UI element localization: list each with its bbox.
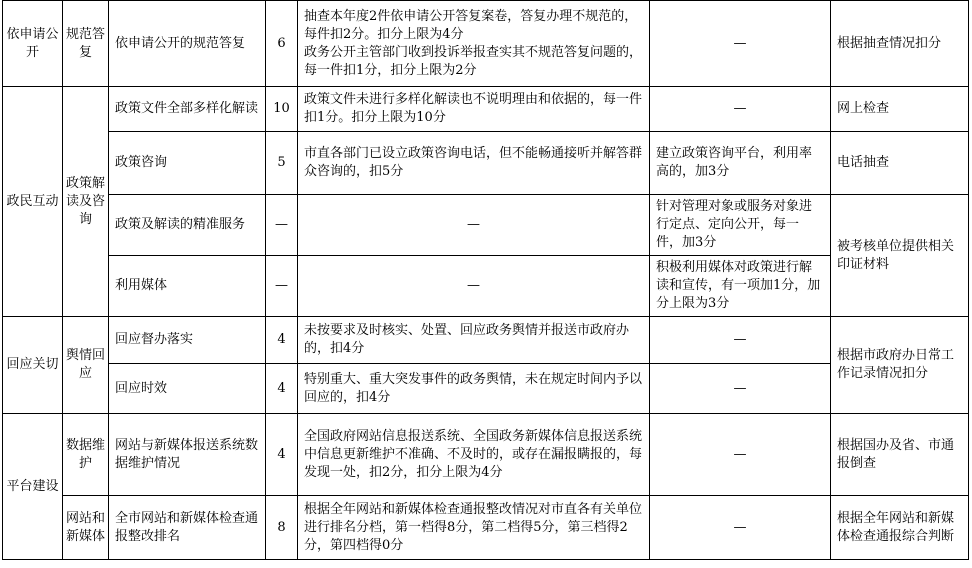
method-cell: 根据抽查情况扣分 (831, 1, 969, 87)
deduct-cell: — (298, 256, 650, 317)
bonus-cell: — (650, 414, 831, 496)
deduct-cell: 抽查本年度2件依申请公开答复案卷，答复办理不规范的，每件扣2分。扣分上限为4分 政务公开主管部门收到投诉举报查实其不规范答复问题的，每一件扣1分，扣分上限为2分 (298, 1, 650, 87)
bonus-cell: — (650, 1, 831, 87)
bonus-cell: 针对管理对象或服务对象进行定点、定向公开，每一件，加3分 (650, 195, 831, 256)
subcategory-cell: 规范答复 (63, 1, 109, 87)
item-cell: 依申请公开的规范答复 (109, 1, 266, 87)
bonus-cell: 积极利用媒体对政策进行解读和宣传，有一项加1分，加分上限为3分 (650, 256, 831, 317)
table-row (3, 256, 969, 317)
item-cell: 政策及解读的精准服务 (109, 195, 266, 256)
deduct-cell: 政策文件未进行多样化解读也不说明理由和依据的，每一件扣1分。扣分上限为10分 (298, 87, 650, 132)
method-cell: 根据市政府办日常工作记录情况扣分 (831, 317, 969, 414)
score-cell: 4 (266, 317, 298, 364)
item-cell: 政策文件全部多样化解读 (109, 87, 266, 132)
deduct-cell: 未按要求及时核实、处置、回应政务舆情并报送市政府办的，扣4分 (298, 317, 650, 364)
subcategory-cell: 数据维护 (63, 414, 109, 496)
item-cell: 回应时效 (109, 364, 266, 414)
score-cell: 4 (266, 364, 298, 414)
deduct-cell: 根据全年网站和新媒体检查通报整改情况对市直各有关单位进行排名分档，第一档得8分，第二档得5分，第三档得2分，第四档得0分 (298, 496, 650, 560)
method-cell: 根据国办及省、市通报倒查 (831, 414, 969, 496)
category-cell: 政民互动 (3, 87, 63, 317)
method-cell: 被考核单位提供相关印证材料 (831, 195, 969, 317)
item-cell: 网站与新媒体报送系统数据维护情况 (109, 414, 266, 496)
item-cell: 回应督办落实 (109, 317, 266, 364)
table-row (3, 414, 969, 496)
method-cell: 电话抽查 (831, 132, 969, 195)
score-cell: 10 (266, 87, 298, 132)
score-cell: 8 (266, 496, 298, 560)
score-cell: — (266, 195, 298, 256)
table-row (3, 496, 969, 560)
table-row (3, 364, 969, 414)
bonus-cell: — (650, 364, 831, 414)
score-cell: — (266, 256, 298, 317)
bonus-cell: 建立政策咨询平台，利用率高的，加3分 (650, 132, 831, 195)
deduct-cell: 全国政府网站信息报送系统、全国政务新媒体信息报送系统中信息更新维护不准确、不及时的，或存在漏报瞒报的，每发现一处，扣2分，扣分上限为4分 (298, 414, 650, 496)
category-cell: 依申请公开 (3, 1, 63, 87)
table-row (3, 132, 969, 195)
method-cell: 网上检查 (831, 87, 969, 132)
subcategory-cell: 舆情回应 (63, 317, 109, 414)
bonus-cell: — (650, 317, 831, 364)
bonus-cell: — (650, 87, 831, 132)
table-row (3, 1, 969, 87)
item-cell: 全市网站和新媒体检查通报整改排名 (109, 496, 266, 560)
subcategory-cell: 政策解读及咨询 (63, 87, 109, 317)
table-row (3, 87, 969, 132)
deduct-cell: — (298, 195, 650, 256)
bonus-cell: — (650, 496, 831, 560)
score-cell: 4 (266, 414, 298, 496)
category-cell: 回应关切 (3, 317, 63, 414)
item-cell: 政策咨询 (109, 132, 266, 195)
table-row (3, 317, 969, 364)
table-row (3, 195, 969, 256)
category-cell: 平台建设 (3, 414, 63, 560)
item-cell: 利用媒体 (109, 256, 266, 317)
deduct-cell: 市直各部门已设立政策咨询电话，但不能畅通接听并解答群众咨询的，扣5分 (298, 132, 650, 195)
score-cell: 5 (266, 132, 298, 195)
subcategory-cell: 网站和新媒体 (63, 496, 109, 560)
deduct-cell: 特别重大、重大突发事件的政务舆情，未在规定时间内予以回应的，扣4分 (298, 364, 650, 414)
assessment-table (2, 0, 969, 560)
score-cell: 6 (266, 1, 298, 87)
method-cell: 根据全年网站和新媒体检查通报综合判断 (831, 496, 969, 560)
